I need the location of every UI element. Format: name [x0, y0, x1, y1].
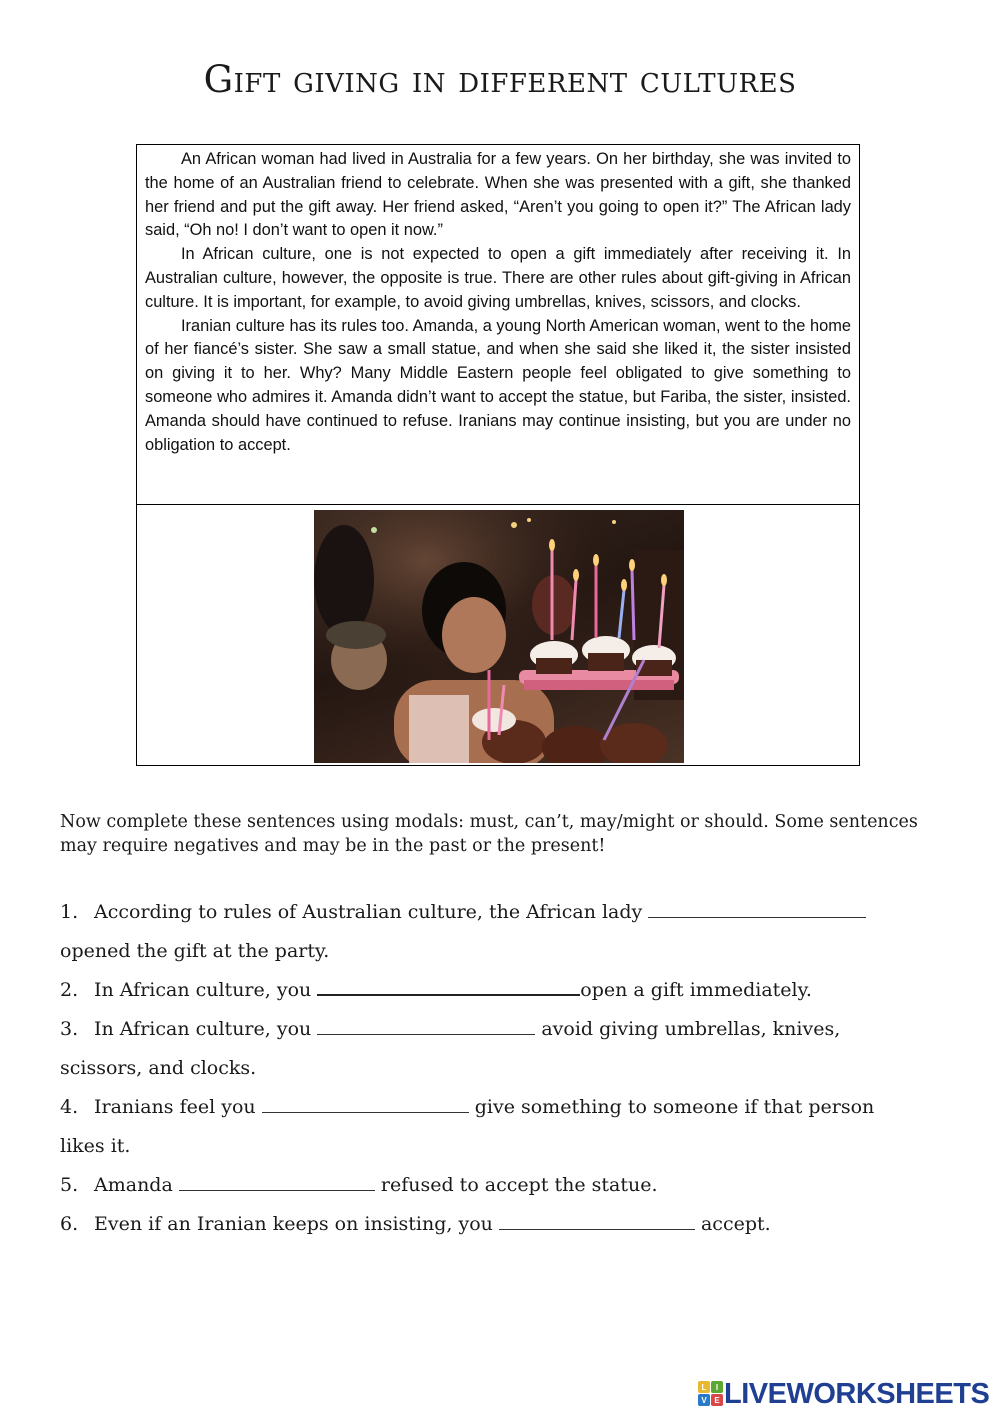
exercise-number: 4. [60, 1096, 79, 1118]
svg-text:L: L [701, 1383, 707, 1392]
exercise-text: Iranians feel you [94, 1096, 256, 1118]
liveworksheets-badge-icon [698, 1381, 724, 1407]
exercise-text: In African culture, you [94, 979, 312, 1001]
exercise-number: 5. [60, 1174, 79, 1196]
answer-blank-5[interactable] [179, 1172, 375, 1191]
exercise-item-1-continuation: opened the gift at the party. [60, 940, 330, 962]
exercise-number: 6. [60, 1213, 79, 1235]
exercise-text: Even if an Iranian keeps on insisting, you [94, 1213, 493, 1235]
exercise-number: 2. [60, 979, 79, 1001]
instructions: Now complete these sentences using modals: must, can’t, may/might or should. Some sentences may require negatives and may be in the past or the present! [60, 812, 918, 856]
exercise-text: According to rules of Australian culture, the African lady [94, 901, 643, 923]
exercise-item-6 [60, 1205, 950, 1244]
exercise-number: 1. [60, 901, 79, 923]
exercise-text: give something to someone if that person [474, 1096, 875, 1118]
exercise-item-3 [60, 1010, 950, 1049]
exercise-text: open a gift immediately. [580, 979, 812, 1001]
page-title: Gift giving in different cultures [203, 58, 797, 101]
exercise-list [60, 893, 950, 1244]
answer-blank-4[interactable] [262, 1094, 469, 1113]
reading-paragraph: In African culture, one is not expected to open a gift immediately after receiving it. In Australian culture, however, the opposite is true. There are other rules about gift-giving in African culture. It is important, for example, to avoid giving umbrellas, knives, scissors, and clocks. [145, 245, 851, 311]
svg-text:V: V [701, 1396, 707, 1405]
reading-paragraph: Iranian culture has its rules too. Amanda, a young North American woman, went to the home of her fiancé’s sister. She saw a small statue, and when she said she liked it, the sister insisted on giving it to her. Why? Many Middle Eastern people feel obligated to give something to someone who admires it. Amanda didn’t want to accept the statue, but Fariba, the sister, insisted. Amanda should have continued to refuse. Iranians may continue insisting, but you are under no obligation to accept. [145, 316, 851, 454]
birthday-photo [314, 510, 684, 763]
svg-text:I: I [715, 1383, 719, 1392]
reading-box [136, 144, 860, 766]
birthday-photo-illustration [314, 510, 684, 763]
svg-text:E: E [714, 1396, 720, 1405]
exercise-item-4-continuation: likes it. [60, 1135, 131, 1157]
exercise-number: 3. [60, 1018, 79, 1040]
exercise-item-2 [60, 971, 950, 1010]
exercise-item-5 [60, 1166, 950, 1205]
answer-blank-2[interactable] [317, 976, 580, 996]
exercise-item-4 [60, 1088, 950, 1127]
exercise-text: refused to accept the statue. [380, 1174, 658, 1196]
reading-paragraph: An African woman had lived in Australia for a few years. On her birthday, she was invited to the home of an Australian friend to celebrate. When she was presented with a gift, she thanked her friend and put the gift away. Her friend asked, “Aren’t you going to open it?” The African lady said, “Oh no! I don’t want to open it now.” [145, 150, 851, 240]
exercise-item-1 [60, 893, 950, 932]
exercise-text: Amanda [94, 1174, 173, 1196]
liveworksheets-logo[interactable] [698, 1376, 989, 1412]
answer-blank-1[interactable] [648, 899, 866, 918]
exercise-item-3-continuation: scissors, and clocks. [60, 1057, 257, 1079]
liveworksheets-wordmark: LIVEWORKSHEETS [724, 1377, 990, 1410]
exercise-text: accept. [700, 1213, 771, 1235]
exercise-text: avoid giving umbrellas, knives, [541, 1018, 841, 1040]
answer-blank-6[interactable] [499, 1211, 695, 1230]
answer-blank-3[interactable] [317, 1016, 535, 1035]
exercise-text: In African culture, you [94, 1018, 312, 1040]
reading-passage [137, 145, 859, 505]
